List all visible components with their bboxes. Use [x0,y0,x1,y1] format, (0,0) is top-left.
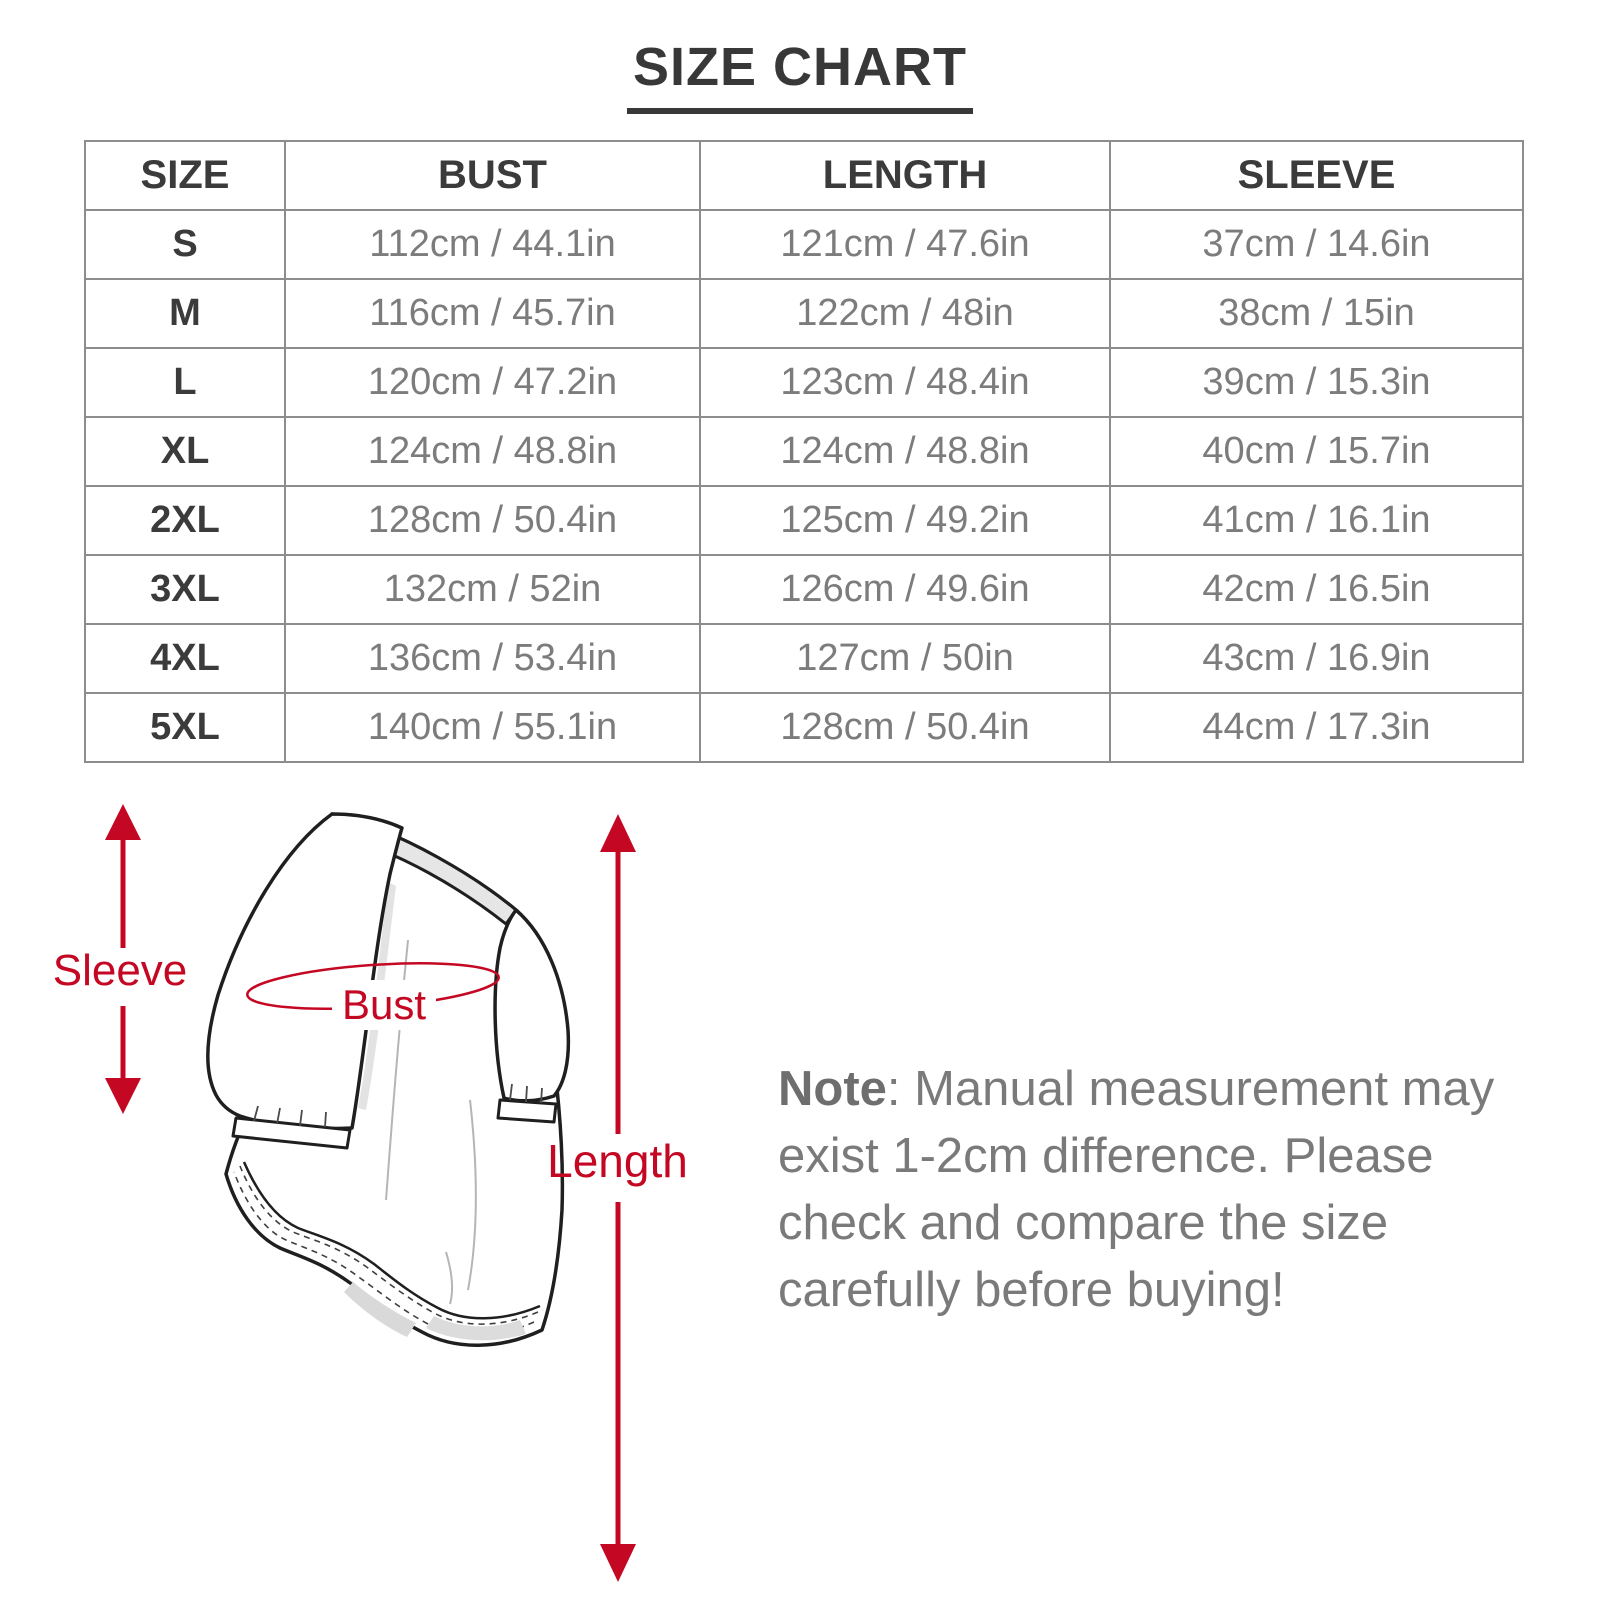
size-cell: 2XL [85,486,285,555]
bust-measure-label: Bust [332,980,436,1030]
bust-cell: 128cm / 50.4in [285,486,700,555]
right-cuff [498,1100,556,1122]
bust-cell: 140cm / 55.1in [285,693,700,762]
note-line: Note: Manual measurement may [778,1062,1495,1116]
length-cell: 121cm / 47.6in [700,210,1110,279]
size-cell: 5XL [85,693,285,762]
length-arrow [590,806,646,1590]
header-sleeve: SLEEVE [1110,141,1523,210]
table-row [85,693,1523,762]
size-cell: L [85,348,285,417]
table-row [85,210,1523,279]
note-line: carefully before buying! [778,1263,1285,1317]
bust-cell: 124cm / 48.8in [285,417,700,486]
note-line: check and compare the size [778,1196,1389,1250]
sleeve-cell: 43cm / 16.9in [1110,624,1523,693]
bust-cell: 132cm / 52in [285,555,700,624]
note-bold-label: Note [778,1062,887,1116]
sleeve-cell: 42cm / 16.5in [1110,555,1523,624]
length-cell: 125cm / 49.2in [700,486,1110,555]
garment-illustration [150,790,750,1610]
size-cell: 4XL [85,624,285,693]
note-line: exist 1-2cm difference. Please [778,1129,1434,1183]
sleeve-cell: 37cm / 14.6in [1110,210,1523,279]
title-container [0,36,1600,114]
bust-cell: 112cm / 44.1in [285,210,700,279]
bust-cell: 120cm / 47.2in [285,348,700,417]
size-table [84,140,1524,763]
size-cell: M [85,279,285,348]
length-cell: 128cm / 50.4in [700,693,1110,762]
length-cell: 126cm / 49.6in [700,555,1110,624]
table-row [85,486,1523,555]
sleeve-cell: 44cm / 17.3in [1110,693,1523,762]
length-cell: 127cm / 50in [700,624,1110,693]
sleeve-cell: 39cm / 15.3in [1110,348,1523,417]
size-cell: XL [85,417,285,486]
note-text [778,1056,1498,1324]
size-cell: 3XL [85,555,285,624]
sleeve-cell: 41cm / 16.1in [1110,486,1523,555]
sleeve-measure-label: Sleeve [52,946,188,995]
size-cell: S [85,210,285,279]
bust-cell: 116cm / 45.7in [285,279,700,348]
page-title: SIZE CHART [627,36,973,114]
table-row [85,348,1523,417]
length-cell: 122cm / 48in [700,279,1110,348]
bust-cell: 136cm / 53.4in [285,624,700,693]
table-row [85,279,1523,348]
length-measure-label: Length [547,1135,688,1187]
sleeve-cell: 40cm / 15.7in [1110,417,1523,486]
table-header-row [85,141,1523,210]
header-bust: BUST [285,141,700,210]
header-size: SIZE [85,141,285,210]
length-cell: 124cm / 48.8in [700,417,1110,486]
table-row [85,417,1523,486]
header-length: LENGTH [700,141,1110,210]
length-cell: 123cm / 48.4in [700,348,1110,417]
table-row [85,624,1523,693]
sleeve-cell: 38cm / 15in [1110,279,1523,348]
table-row [85,555,1523,624]
